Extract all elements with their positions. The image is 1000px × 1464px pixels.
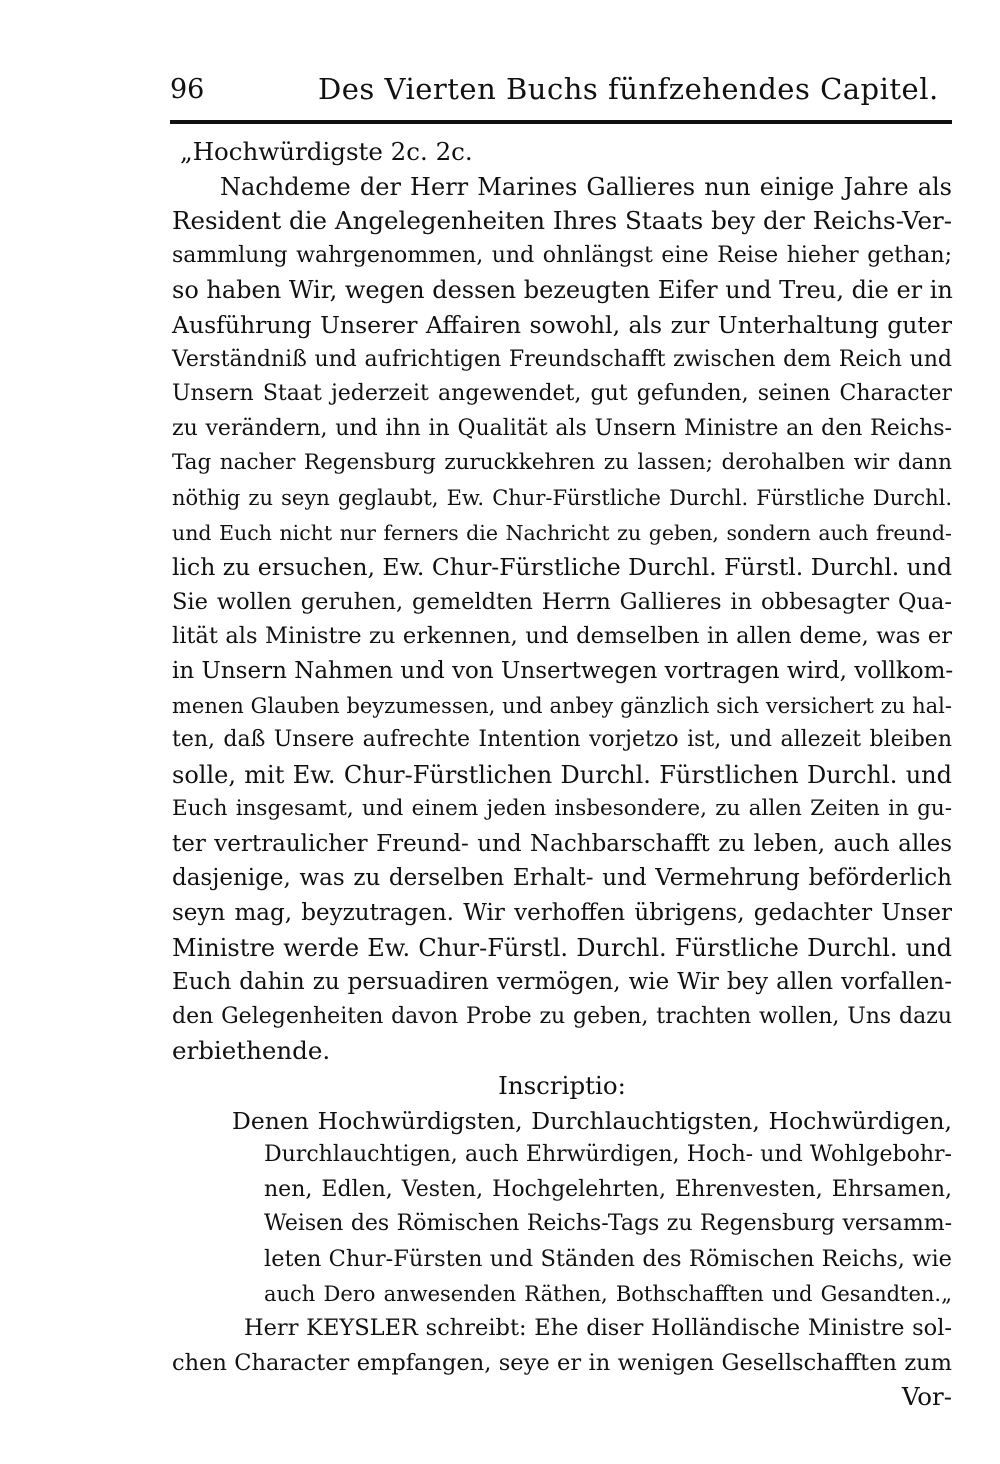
text-line: Ausführung Unserer Affairen sowohl, als zur Unterhaltung guter	[172, 310, 952, 339]
text-line: ter vertraulicher Freund- und Nachbarschafft zu leben, auch alles	[172, 830, 952, 857]
body-text	[172, 135, 952, 1415]
text-line: ten, daß Unsere aufrechte Intention vorjetzo ist, und allezeit bleiben	[172, 727, 952, 753]
text-line: Nachdeme der Herr Marines Gallieres nun einige Jahre als	[220, 172, 952, 201]
text-line: Sie wollen geruhen, gemeldten Herrn Gallieres in obbesagter Qua-	[172, 588, 952, 615]
inscriptio-heading: Inscriptio:	[498, 1071, 626, 1101]
text-line: dasjenige, was zu derselben Erhalt- und Vermehrung beförderlich	[172, 865, 952, 892]
text-line: lich zu ersuchen, Ew. Chur-Fürstliche Durchl. Fürstl. Durchl. und	[172, 553, 952, 582]
text-line: und Euch nicht nur ferners die Nachricht zu geben, sondern auch freund-	[172, 520, 952, 545]
closing-line: Herr KEYSLER schreibt: Ehe diser Holländische Ministre sol-	[244, 1315, 952, 1342]
text-line: menen Glauben beyzumessen, und anbey gänzlich sich versichert zu hal-	[172, 693, 952, 718]
inscriptio-line: Denen Hochwürdigsten, Durchlauchtigsten, Hochwürdigen,	[232, 1106, 952, 1135]
inscriptio-line: leten Chur-Fürsten und Ständen des Römischen Reichs, wie	[264, 1246, 952, 1272]
inscriptio-line: nen, Edlen, Vesten, Hochgelehrten, Ehrenvesten, Ehrsamen,	[264, 1176, 952, 1202]
text-line-last: erbiethende.	[172, 1036, 331, 1066]
text-line: so haben Wir, wegen dessen bezeugten Eifer und Treu, die er in	[172, 276, 953, 305]
text-line: Ministre werde Ew. Chur-Fürstl. Durchl. Fürstliche Durchl. und	[172, 933, 952, 962]
text-line: sammlung wahrgenommen, und ohnlängst eine Reise hieher gethan;	[172, 242, 952, 268]
running-head: Des Vierten Buchs fünfzehendes Capitel.	[318, 72, 939, 106]
header-rule	[170, 120, 952, 124]
text-line: Resident die Angelegenheiten Ihres Staats bey der Reichs-Ver-	[172, 206, 952, 236]
text-line: seyn mag, beyzutragen. Wir verhoffen übrigens, gedachter Unser	[172, 900, 952, 927]
text-line: den Gelegenheiten davon Probe zu geben, trachten wollen, Uns dazu	[172, 1003, 952, 1029]
text-line: Tag nacher Regensburg zuruckkehren zu lassen; derohalben wir dann	[172, 450, 952, 476]
text-line: nöthig zu seyn geglaubt, Ew. Chur-Fürstliche Durchl. Fürstliche Durchl.	[172, 485, 952, 510]
inscriptio-line: auch Dero anwesenden Räthen, Bothschafften und Gesandten.„	[264, 1281, 952, 1306]
inscriptio-line: Durchlauchtigen, auch Ehrwürdigen, Hoch- und Wohlgebohr-	[264, 1142, 952, 1168]
text-line: in Unsern Nahmen und von Unsertwegen vortragen wird, vollkom-	[172, 657, 954, 684]
text-line: Euch dahin zu persuadiren vermögen, wie Wir bey allen vorfallen-	[172, 969, 952, 996]
text-line: solle, mit Ew. Chur-Fürstlichen Durchl. Fürstlichen Durchl. und	[172, 760, 952, 789]
text-line: lität als Ministre zu erkennen, und demselben in allen deme, was er	[172, 623, 952, 650]
closing-line: chen Character empfangen, seye er in wenigen Gesellschafften zum	[172, 1349, 952, 1376]
text-line: Verständniß und aufrichtigen Freundschafft zwischen dem Reich und	[172, 346, 952, 372]
salutation-line: „Hochwürdigste 2c. 2c.	[180, 137, 473, 166]
inscriptio-line: Weisen des Römischen Reichs-Tags zu Regensburg versamm-	[264, 1211, 952, 1237]
page-number: 96	[170, 74, 205, 105]
text-line: zu verändern, und ihn in Qualität als Unsern Ministre an den Reichs-	[172, 415, 952, 441]
text-line: Unsern Staat jederzeit angewendet, gut gefunden, seinen Character	[172, 381, 952, 407]
catchword: Vor-	[901, 1382, 952, 1412]
text-line: Euch insgesamt, und einem jeden insbesondere, zu allen Zeiten in gu-	[172, 796, 952, 822]
page-header	[170, 72, 952, 116]
